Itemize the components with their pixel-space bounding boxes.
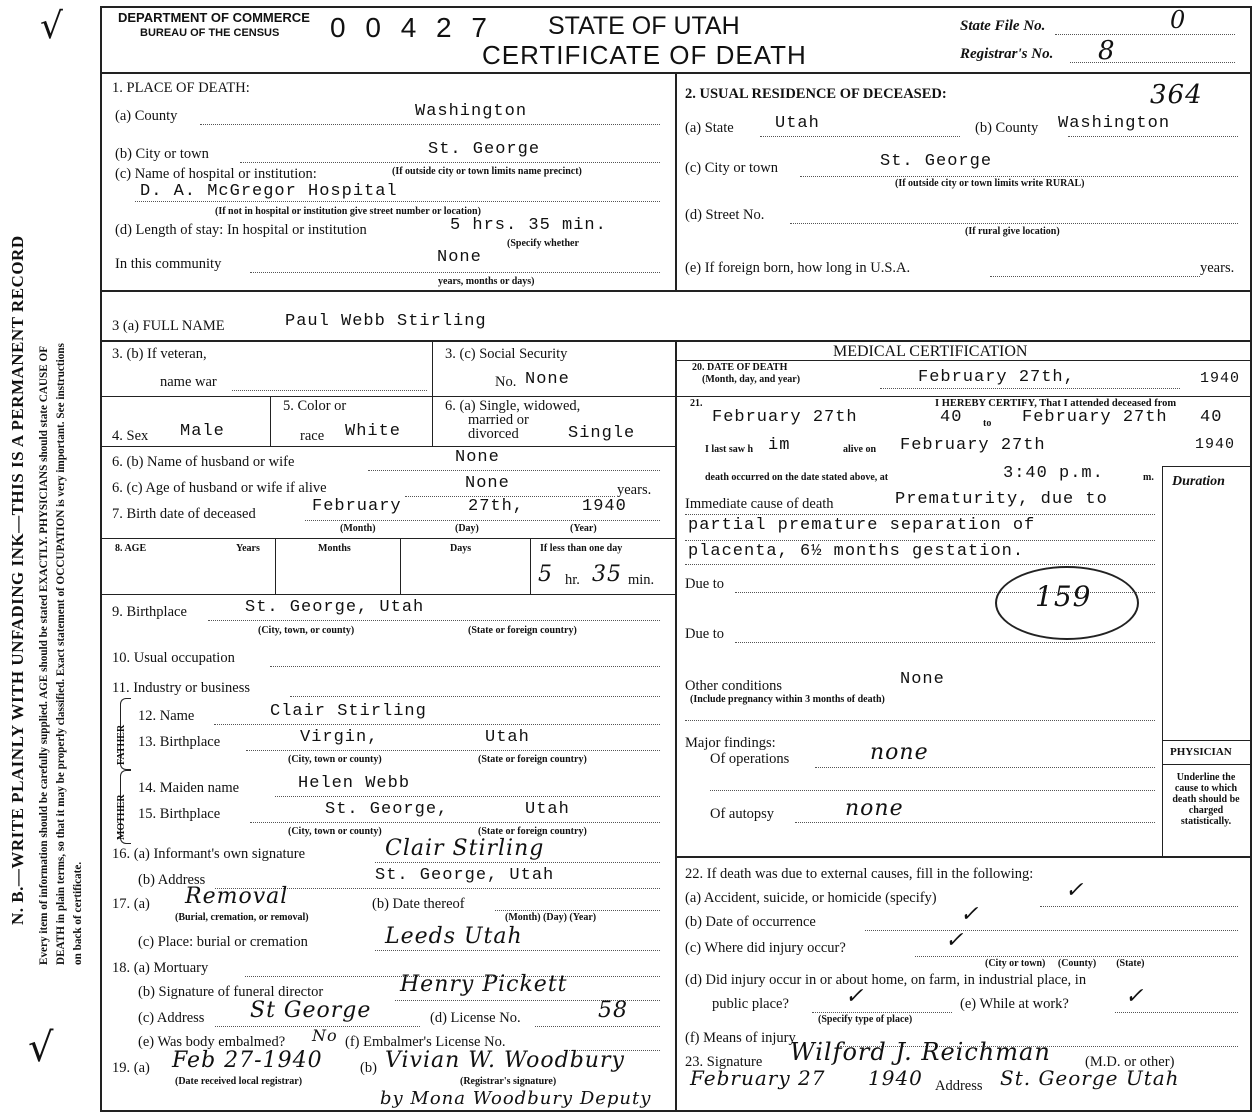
accident-check: ✓: [1065, 878, 1085, 903]
residence-number: 364: [1150, 80, 1203, 110]
mother-bp-city: St. George,: [325, 800, 449, 819]
veteran-label: 3. (b) If veteran,: [112, 346, 207, 362]
disposition-label: 17. (a): [112, 896, 150, 912]
birthplace-city-sub: (City, town, or county): [258, 625, 355, 636]
disposition-sub: (Burial, cremation, or removal): [175, 912, 309, 923]
age-days-label: Days: [450, 543, 472, 554]
occurred-label: death occurred on the date stated above, at: [705, 472, 889, 483]
circled-number: 159: [1035, 580, 1092, 613]
disposition-value: Removal: [185, 884, 289, 909]
age-months-label: Months: [318, 543, 351, 554]
license-label: (d) License No.: [430, 1010, 521, 1026]
father-bp-city-sub: (City, town or county): [288, 754, 382, 765]
signature-label: 23. Signature: [685, 1054, 763, 1070]
place-heading: 1. PLACE OF DEATH:: [112, 80, 250, 96]
physician-signature: Wilford J. Reichman: [790, 1038, 1051, 1066]
race-label: race: [300, 428, 325, 444]
res-foreign-label: (e) If foreign born, how long in U.S.A.: [685, 260, 911, 276]
alive-label: alive on: [843, 444, 877, 455]
mother-bp-city-sub: (City, town or county): [288, 826, 382, 837]
sig-address: St. George Utah: [1000, 1066, 1180, 1090]
month-sub: (Month): [340, 523, 376, 534]
filed-sub: (Date received local registrar): [175, 1076, 303, 1087]
mother-side-label: MOTHER: [116, 794, 127, 840]
specify-note: (Specify whether: [507, 238, 579, 249]
alive-date: February 27th: [900, 436, 1046, 455]
city-label: (b) City or town: [115, 146, 209, 162]
hospital-label: (c) Name of hospital or institution:: [115, 166, 317, 182]
immediate-line-1: Prematurity, due to: [895, 490, 1108, 509]
from-date: February 27th: [712, 408, 858, 427]
hospital-value: D. A. McGregor Hospital: [140, 182, 398, 201]
bureau: BUREAU OF THE CENSUS: [140, 27, 280, 39]
other-conditions-label: Other conditions: [685, 678, 783, 694]
stamp-number: 0 0 4 2 7: [330, 12, 493, 43]
disp-date-sub: (Month) (Day) (Year): [505, 912, 597, 923]
informant-sig-label: 16. (a) Informant's own signature: [112, 846, 306, 862]
father-name-label: 12. Name: [138, 708, 195, 724]
marital-value: Single: [568, 424, 636, 443]
day-sub: (Day): [455, 523, 479, 534]
to-date: February 27th: [1022, 408, 1168, 427]
ss-label: 3. (c) Social Security: [445, 346, 568, 362]
father-bp-state-sub: (State or foreign country): [478, 754, 587, 765]
full-name-value: Paul Webb Stirling: [285, 312, 487, 331]
funeral-director-label: (b) Signature of funeral director: [138, 984, 324, 1000]
page-title: CERTIFICATE OF DEATH: [482, 40, 807, 70]
father-bp-label: 13. Birthplace: [138, 734, 221, 750]
age-hours: 5: [538, 562, 553, 587]
age-less-label: If less than one day: [540, 543, 623, 554]
signature-date: February 27: [690, 1066, 826, 1090]
spouse-age-years: years.: [617, 482, 652, 498]
death-time: 3:40 p.m.: [1003, 464, 1104, 483]
immediate-line-3: placenta, 6½ months gestation.: [688, 542, 1025, 561]
birthplace-label: 9. Birthplace: [112, 604, 187, 620]
department: DEPARTMENT OF COMMERCE: [118, 10, 310, 25]
funeral-director-signature: Henry Pickett: [400, 972, 568, 997]
sidebar: [0, 0, 100, 1117]
county-label: (a) County: [115, 108, 178, 124]
stay-label: (d) Length of stay: In hospital or institution: [115, 222, 367, 238]
to-label: to: [983, 418, 992, 429]
dod-value: February 27th,: [918, 368, 1075, 387]
birthplace-state-sub: (State or foreign country): [468, 625, 577, 636]
mother-name-value: Helen Webb: [298, 774, 411, 793]
marital-label-3: divorced: [468, 426, 519, 442]
from-year: 40: [940, 408, 963, 427]
alive-year: 1940: [1195, 436, 1236, 453]
registrar-sig-label: (b): [360, 1060, 377, 1076]
year-sub: (Year): [570, 523, 597, 534]
father-bp-city: Virgin,: [300, 728, 379, 747]
immediate-label: Immediate cause of death: [685, 496, 834, 512]
community-sub: years, months or days): [438, 276, 535, 287]
where-check: ✓: [945, 928, 965, 953]
sidebar-instruction-2: DEATH in plain terms, so that it may be properly classified. Exact statement of OCCUPATION is very important. See instructions: [55, 343, 67, 965]
operations-label: Of operations: [710, 751, 790, 767]
filed-label: 19. (a): [112, 1060, 150, 1076]
spouse-age-label: 6. (c) Age of husband or wife if alive: [112, 480, 327, 496]
registrar-sub: (Registrar's signature): [460, 1076, 557, 1087]
other-conditions-value: None: [900, 670, 945, 689]
industry-label: 11. Industry or business: [112, 680, 251, 696]
embalmed-value: No: [312, 1026, 338, 1045]
spouse-value: None: [455, 448, 500, 467]
res-state-label: (a) State: [685, 120, 734, 136]
where-label: (c) Where did injury occur?: [685, 940, 846, 956]
ss-no-label: No.: [495, 374, 517, 390]
where-sub: (City or town) (County) (State): [985, 958, 1145, 969]
full-name-label: 3 (a) FULL NAME: [112, 318, 225, 334]
m-label: m.: [1143, 472, 1154, 483]
public-label: public place?: [712, 996, 789, 1012]
other-conditions-sub: (Include pregnancy within 3 months of death): [690, 694, 885, 705]
due-to-2: Due to: [685, 626, 725, 642]
birth-label: 7. Birth date of deceased: [112, 506, 256, 522]
registrar-label: Registrar's No.: [960, 46, 1054, 62]
community-label: In this community: [115, 256, 222, 272]
registrar-signature: Vivian W. Woodbury: [385, 1048, 625, 1073]
res-city-sub: (If outside city or town limits write RURAL): [895, 178, 1085, 189]
res-city-label: (c) City or town: [685, 160, 779, 176]
birth-year: 1940: [582, 497, 627, 516]
informant-address: St. George, Utah: [375, 866, 555, 885]
occupation-label: 10. Usual occupation: [112, 650, 235, 666]
hospital-sub: (If not in hospital or institution give street number or location): [215, 206, 481, 217]
dod-label-1: 20. DATE OF DEATH: [692, 362, 788, 373]
state-file-value: 0: [1170, 6, 1187, 34]
color-label: 5. Color or: [283, 398, 347, 414]
medical-heading: MEDICAL CERTIFICATION: [833, 343, 1028, 360]
dod-label-2: (Month, day, and year): [702, 374, 801, 385]
sidebar-instruction-1: Every item of information should be carefully supplied. AGE should be stated EXACTLY. PHYSICIANS should state CAUSE OF: [38, 345, 50, 965]
public-sub: (Specify type of place): [818, 1014, 913, 1025]
mother-bp-state: Utah: [525, 800, 570, 819]
accident-label: (a) Accident, suicide, or homicide (specify): [685, 890, 937, 906]
res-state-value: Utah: [775, 114, 820, 133]
work-check: ✓: [1125, 984, 1145, 1009]
dod-year: 1940: [1200, 370, 1241, 387]
race-value: White: [345, 422, 402, 441]
informant-address-label: (b) Address: [138, 872, 206, 888]
sex-label: 4. Sex: [112, 428, 149, 444]
last-saw-label: I last saw h: [705, 444, 754, 455]
spouse-label: 6. (b) Name of husband or wife: [112, 454, 295, 470]
underline-note: Underline the cause to which death should be charged statistically.: [1172, 772, 1240, 827]
birth-day: 27th,: [468, 497, 525, 516]
ss-value: None: [525, 370, 570, 389]
birthplace-value: St. George, Utah: [245, 598, 425, 617]
embalmed-label: (e) Was body embalmed?: [138, 1034, 286, 1050]
informant-signature: Clair Stirling: [385, 836, 545, 861]
sidebar-instruction-3: on back of certificate.: [72, 861, 84, 965]
means-label: (f) Means of injury: [685, 1030, 796, 1046]
marital-label-1: 6. (a) Single, widowed,: [445, 398, 581, 414]
check-mark-top: √: [40, 6, 64, 47]
name-war-label: name war: [160, 374, 217, 390]
autopsy-value: none: [845, 796, 904, 821]
age-hr-label: hr.: [565, 572, 580, 588]
fd-address: St George: [250, 998, 372, 1023]
major-findings-label: Major findings:: [685, 735, 776, 751]
physician-label: PHYSICIAN: [1170, 746, 1232, 758]
disp-date-label: (b) Date thereof: [372, 896, 465, 912]
operations-value: none: [870, 740, 929, 765]
md-label: (M.D. or other): [1085, 1054, 1175, 1070]
mother-bp-state-sub: (State or foreign country): [478, 826, 587, 837]
res-county-value: Washington: [1058, 114, 1171, 133]
check-mark-bottom: √: [28, 1025, 55, 1071]
fd-address-label: (c) Address: [138, 1010, 205, 1026]
autopsy-label: Of autopsy: [710, 806, 775, 822]
public-check: ✓: [845, 984, 865, 1009]
place-burial-label: (c) Place: burial or cremation: [138, 934, 308, 950]
birth-month: February: [312, 497, 402, 516]
occurrence-check: ✓: [960, 902, 980, 927]
res-county-label: (b) County: [975, 120, 1039, 136]
age-years-label: Years: [236, 543, 260, 554]
deputy-signature: by Mona Woodbury Deputy: [380, 1088, 652, 1109]
father-side-label: FATHER: [116, 724, 127, 765]
immediate-line-2: partial premature separation of: [688, 516, 1036, 535]
sig-address-label: Address: [935, 1078, 983, 1094]
certify-text: I HEREBY CERTIFY, That I attended deceased from: [935, 398, 1177, 409]
age-label: 8. AGE: [115, 543, 147, 554]
mother-bp-label: 15. Birthplace: [138, 806, 221, 822]
residence-heading: 2. USUAL RESIDENCE OF DECEASED:: [685, 86, 947, 102]
res-city-value: St. George: [880, 152, 993, 171]
certify-number: 21.: [690, 398, 703, 409]
father-bp-state: Utah: [485, 728, 530, 747]
filed-date: Feb 27-1940: [172, 1048, 323, 1073]
res-street-sub: (If rural give location): [965, 226, 1060, 237]
res-street-label: (d) Street No.: [685, 207, 765, 223]
due-to-1: Due to: [685, 576, 725, 592]
marital-label-2: married or: [468, 412, 529, 428]
mother-name-label: 14. Maiden name: [138, 780, 240, 796]
home-label: (d) Did injury occur in or about home, on farm, in industrial place, in: [685, 972, 1087, 988]
father-name-value: Clair Stirling: [270, 702, 427, 721]
res-years: years.: [1200, 260, 1235, 276]
signature-year: 1940: [868, 1066, 923, 1090]
duration-label: Duration: [1172, 474, 1225, 489]
county-value: Washington: [415, 102, 528, 121]
mortuary-label: 18. (a) Mortuary: [112, 960, 209, 976]
embalmer-label: (f) Embalmer's License No.: [345, 1034, 506, 1050]
state-title: STATE OF UTAH: [548, 12, 740, 40]
spouse-age-value: None: [465, 474, 510, 493]
work-label: (e) While at work?: [960, 996, 1069, 1012]
city-value: St. George: [428, 140, 541, 159]
place-burial-value: Leeds Utah: [385, 924, 523, 949]
stay-value: 5 hrs. 35 min.: [450, 216, 607, 235]
community-value: None: [437, 248, 482, 267]
sidebar-warning: N. B.—WRITE PLAINLY WITH UNFADING INK—THIS IS A PERMANENT RECORD: [8, 235, 27, 925]
occurrence-label: (b) Date of occurrence: [685, 914, 816, 930]
age-minutes: 35: [592, 562, 622, 587]
hospital-note: (If outside city or town limits name precinct): [392, 166, 582, 177]
last-saw-value: im: [768, 436, 791, 455]
license-value: 58: [598, 998, 628, 1023]
to-year: 40: [1200, 408, 1223, 427]
state-file-label: State File No.: [960, 18, 1046, 34]
sex-value: Male: [180, 422, 225, 441]
registrar-value: 8: [1098, 36, 1116, 66]
age-min-label: min.: [628, 572, 655, 588]
external-heading: 22. If death was due to external causes, fill in the following:: [685, 866, 1034, 882]
